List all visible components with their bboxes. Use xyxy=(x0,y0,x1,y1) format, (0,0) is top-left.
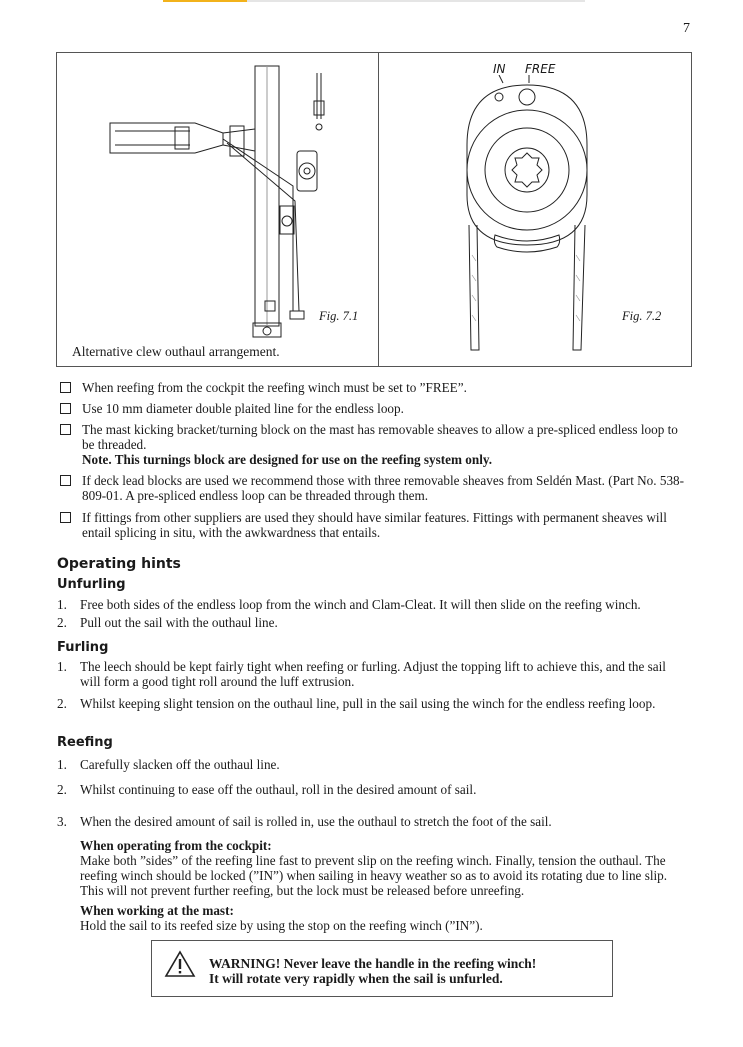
checkbox-icon xyxy=(60,512,71,523)
figure-7-2-label: Fig. 7.2 xyxy=(622,309,662,323)
list-item: 2. Whilst continuing to ease off the outhaul, roll in the desired amount of sail. xyxy=(57,782,477,797)
checklist-item: When reefing from the cockpit the reefing winch must be set to ”FREE”. xyxy=(60,380,690,395)
list-item: 2. Pull out the sail with the outhaul line. xyxy=(57,615,278,630)
list-item: 3. When the desired amount of sail is rolled in, use the outhaul to stretch the foot of the sail. xyxy=(57,814,552,829)
cockpit-text: Make both ”sides” of the reefing line fast to prevent slip on the reefing winch. Finally, tension the outhaul. The reefing winch should be locked (”IN”) when sailing in heavy weather so as to avoid its rotating due to line slip. This will not prevent further reefing, but the lock must be released before unreefing. xyxy=(80,853,668,898)
checklist-item: If fittings from other suppliers are used they should have similar features. Fittings with permanent sheaves will entail splicing in situ, with the awkwardness that entails. xyxy=(60,510,690,540)
winch-label-in: IN xyxy=(493,62,506,76)
checklist-item: The mast kicking bracket/turning block on the mast has removable sheaves to allow a pre-spliced endless loop to be threaded. Note. This turnings block are designed for use on the reefing system only. xyxy=(60,422,690,467)
winch-label-free: FREE xyxy=(525,62,556,76)
checkbox-icon xyxy=(60,382,71,393)
mast-heading: When working at the mast: xyxy=(80,903,234,918)
top-progress-bar xyxy=(163,0,585,2)
checklist-item: Use 10 mm diameter double plaited line for the endless loop. xyxy=(60,401,690,416)
checkbox-icon xyxy=(60,403,71,414)
checklist-item: If deck lead blocks are used we recommend those with three removable sheaves from Seldén Mast. (Part No. 538-809-01. A pre-spliced endless loop can be threaded through them. xyxy=(60,473,690,503)
page-number: 7 xyxy=(683,21,690,36)
subsection-title-reefing: Reefing xyxy=(57,735,113,750)
figure-7-1-label: Fig. 7.1 xyxy=(319,309,359,323)
checkbox-icon xyxy=(60,424,71,435)
subsection-title-unfurling: Unfurling xyxy=(57,577,126,592)
reefing-winch-illustration xyxy=(457,75,597,355)
subsection-title-furling: Furling xyxy=(57,640,109,655)
list-item: 1. Carefully slacken off the outhaul line. xyxy=(57,757,280,772)
list-item: 1. The leech should be kept fairly tight when reefing or furling. Adjust the topping lift to achieve this, and the sail will form a good tight roll around the luff extrusion. xyxy=(57,659,666,689)
figure-frame xyxy=(56,52,692,367)
section-title-operating-hints: Operating hints xyxy=(57,556,181,572)
warning-triangle-icon xyxy=(164,950,196,978)
figure-7-1-caption: Alternative clew outhaul arrangement. xyxy=(72,344,280,359)
cockpit-heading: When operating from the cockpit: xyxy=(80,838,272,853)
clew-outhaul-illustration xyxy=(105,61,335,341)
checklist-note: Note. This turnings block are designed for use on the reefing system only. xyxy=(82,452,493,467)
warning-line-2: It will rotate very rapidly when the sail is unfurled. xyxy=(209,971,503,986)
figure-divider xyxy=(378,53,379,366)
mast-text: Hold the sail to its reefed size by using the stop on the reefing winch (”IN”). xyxy=(80,918,483,933)
warning-box xyxy=(151,940,613,997)
list-item: 1. Free both sides of the endless loop from the winch and Clam-Cleat. It will then slide on the reefing winch. xyxy=(57,597,641,612)
top-progress-accent xyxy=(163,0,247,2)
warning-line-1: WARNING! Never leave the handle in the reefing winch! xyxy=(209,956,537,971)
list-item: 2. Whilst keeping slight tension on the outhaul line, pull in the sail using the winch for the endless reefing loop. xyxy=(57,696,656,711)
checkbox-icon xyxy=(60,475,71,486)
